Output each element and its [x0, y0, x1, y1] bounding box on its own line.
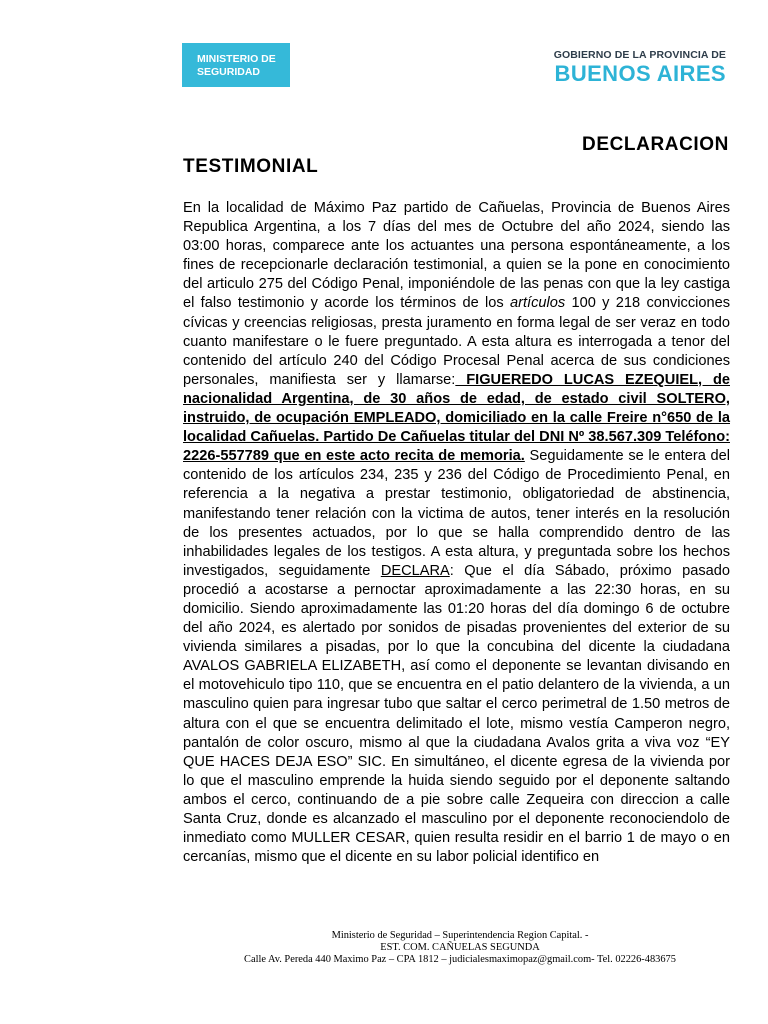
- body-intro-cont: 100 y 218 convicciones cívicas y creencias religiosas, presta juramento en forma legal de ser veraz en todo cuanto manifestare o le fuere preguntado. A esta altura es interrogada a tenor del contenido del artículo 240 del Código Procesal Penal acerca de sus condiciones personales, manifiesta ser y llamarse:: [183, 295, 730, 388]
- ministerio-logo-line1: MINISTERIO DE: [197, 53, 276, 65]
- gov-logo-line2: BUENOS AIRES: [554, 61, 726, 86]
- witness-identity: FIGUEREDO LUCAS EZEQUIEL, de nacionalidad Argentina, de 30 años de edad, de estado civil SOLTERO, instruido, de ocupación EMPLEADO, domiciliado en la calle Freire n°650 de la localidad Cañuelas. Partido De Cañuelas titular del DNI Nº 38.567.309 Teléfono: 2226-557789 que en este acto recita de memoria.: [183, 371, 730, 465]
- footer-line2: EST. COM. CAÑUELAS SEGUNDA: [380, 942, 540, 953]
- gov-logo-line1: GOBIERNO DE LA PROVINCIA DE: [553, 49, 726, 61]
- page-footer: [180, 930, 740, 966]
- footer-line1: Ministerio de Seguridad – Superintendencia Region Capital. -: [331, 930, 589, 941]
- document-title-line1: DECLARACION: [582, 134, 729, 155]
- declaration-body: [183, 199, 730, 867]
- declara-keyword: DECLARA: [380, 562, 450, 579]
- body-statement: : Que el día Sábado, próximo pasado procedió a acostarse a pernoctar aproximadamente a las 22:30 horas, en su domicilio. Siendo aproximadamente las 01:20 horas del día domingo 6 de octubre del año 2024, es alertado por sonidos de pisadas provenientes del exterior de su vivienda similares a pisadas, por lo que la concubina del dicente la ciudadana AVALOS GABRIELA ELIZABETH, así como el deponente se levantan divisando en el motovehiculo tipo 110, que se encuentra en el patio delantero de la vivienda, a un masculino quien para ingresar tubo que saltar el cerco perimetral de 1.50 metros de altura con el que se encuentra delimitado el lote, mismo vestía Camperon negro, pantalón de color oscuro, mismo al que la ciudadana Avalos grita a viva voz “EY QUE HACES DEJA ESO” SIC. En simultáneo, el dicente egresa de la vivienda por lo que el masculino emprende la huida siendo seguido por el deponente saltando ambos el cerco, continuando de a pie sobre calle Zequeira con direccion a calle Santa Cruz, donde es alcanzado el masculino por el deponente reconociendolo de inmediato como MULLER CESAR, quien resulta residir en el barrio 1 de mayo o en cercanías, mismo que el dicente en su labor policial identifico en: [183, 562, 730, 866]
- ministerio-seguridad-logo: [182, 43, 290, 87]
- body-italic-word: artículos: [510, 295, 566, 312]
- document-title-line2: TESTIMONIAL: [183, 156, 319, 177]
- ministerio-logo-line2: SEGURIDAD: [197, 65, 261, 78]
- gobierno-buenos-aires-logo: [554, 49, 726, 87]
- body-intro: En la localidad de Máximo Paz partido de Cañuelas, Provincia de Buenos Aires Republica Argentina, a los 7 días del mes de Octubre del año 2024, siendo las 03:00 horas, comparece ante los actuantes una persona espontáneamente, a los fines de recepcionarle declaración testimonial, a quien se la pone en conocimiento del articulo 275 del Código Penal, imponiéndole de las penas con que la ley castiga el falso testimonio y acorde los términos de los: [183, 200, 730, 312]
- footer-line3: Calle Av. Pereda 440 Maximo Paz – CPA 1812 – judicialesmaximopaz@gmail.com- Tel. 02226-483675: [244, 954, 676, 965]
- body-rights: Seguidamente se le entera del contenido de los artículos 234, 235 y 236 del Código de Procedimiento Penal, en referencia a la negativa a prestar testimonio, obligatoriedad de abstinencia, manifestando tener relación con la victima de autos, tener interés en la resolución de los presentes actuados, por lo que se halla comprendido dentro de las inhabilidades legales de los testigos. A esta altura, y preguntada sobre los hechos investigados, seguidamente: [183, 448, 730, 579]
